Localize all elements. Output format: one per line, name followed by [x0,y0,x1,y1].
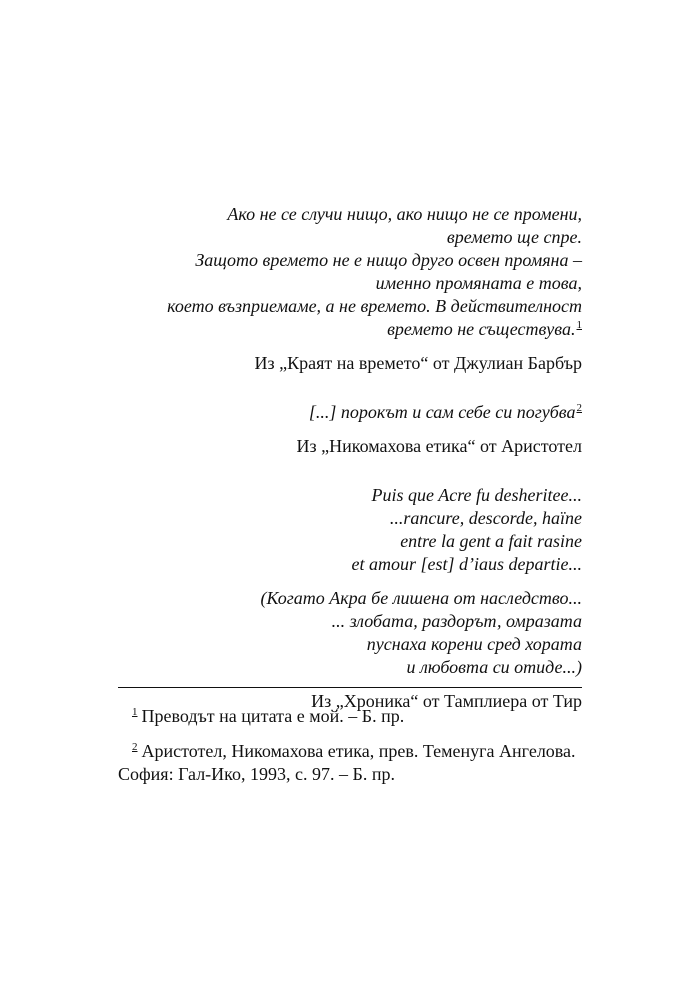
epigraph-line [122,401,582,424]
epigraph-line-text: времето не съществува. [387,319,576,339]
epigraph-line: именно промяната е това, [375,273,582,293]
epigraph-line: Ако не се случи нищо, ако нищо не се промени, [227,204,582,224]
footnote-divider [118,687,582,688]
footnote-ref-2[interactable]: 2 [576,402,582,414]
footnote-text: Преводът на цитата е мой. – Б. пр. [141,706,405,726]
epigraph-barbour [122,203,582,341]
epigraph-line: и любовта си отиде...) [406,657,582,677]
epigraph-line: Puis que Acre fu desheritee... [371,485,582,505]
epigraph-aristotle [122,401,582,424]
epigraph-line: пуснаха корени сред хората [366,634,582,654]
epigraph-line: ...rancure, descorde, haïne [389,508,582,528]
epigraph-line: което възприемаме, а не времето. В действителност [167,296,582,316]
footnote-text-continued: София: Гал-Ико, 1993, с. 97. – Б. пр. [118,764,395,784]
epigraph-line: Защото времето не е нищо друго освен промяна – [195,250,582,270]
epigraph-line: et amour [est] d’iaus departie... [351,554,582,574]
epigraph-source-aristotle: Из „Никомахова етика“ от Аристотел [296,436,582,456]
epigraph-line: entre la gent a fait rasine [400,531,582,551]
footnote-1 [118,705,582,728]
epigraph-source-barbour: Из „Краят на времето“ от Джулиан Барбър [254,353,582,373]
epigraph-templar-translation [122,587,582,679]
epigraph-line-text: [...] порокът и сам себе си погубва [308,402,576,422]
epigraph-line: (Когато Акра бе лишена от наследство... [260,588,582,608]
footnote-marker: 2 [132,741,138,753]
epigraph-templar-original [122,484,582,576]
epigraph-source-templar: Из „Хроника“ от Тамплиера от Тир [311,691,582,711]
epigraphs [122,203,582,713]
epigraph-line-last [122,318,582,341]
footnote-2 [118,740,582,786]
epigraph-line: времето ще спре. [446,227,582,247]
footnotes [118,705,582,786]
footnote-ref-1[interactable]: 1 [576,319,582,331]
footnote-text: Аристотел, Никомахова етика, прев. Теменуга Ангелова. [141,741,576,761]
footnote-marker: 1 [132,706,138,718]
epigraph-line: ... злобата, раздорът, омразата [331,611,582,631]
